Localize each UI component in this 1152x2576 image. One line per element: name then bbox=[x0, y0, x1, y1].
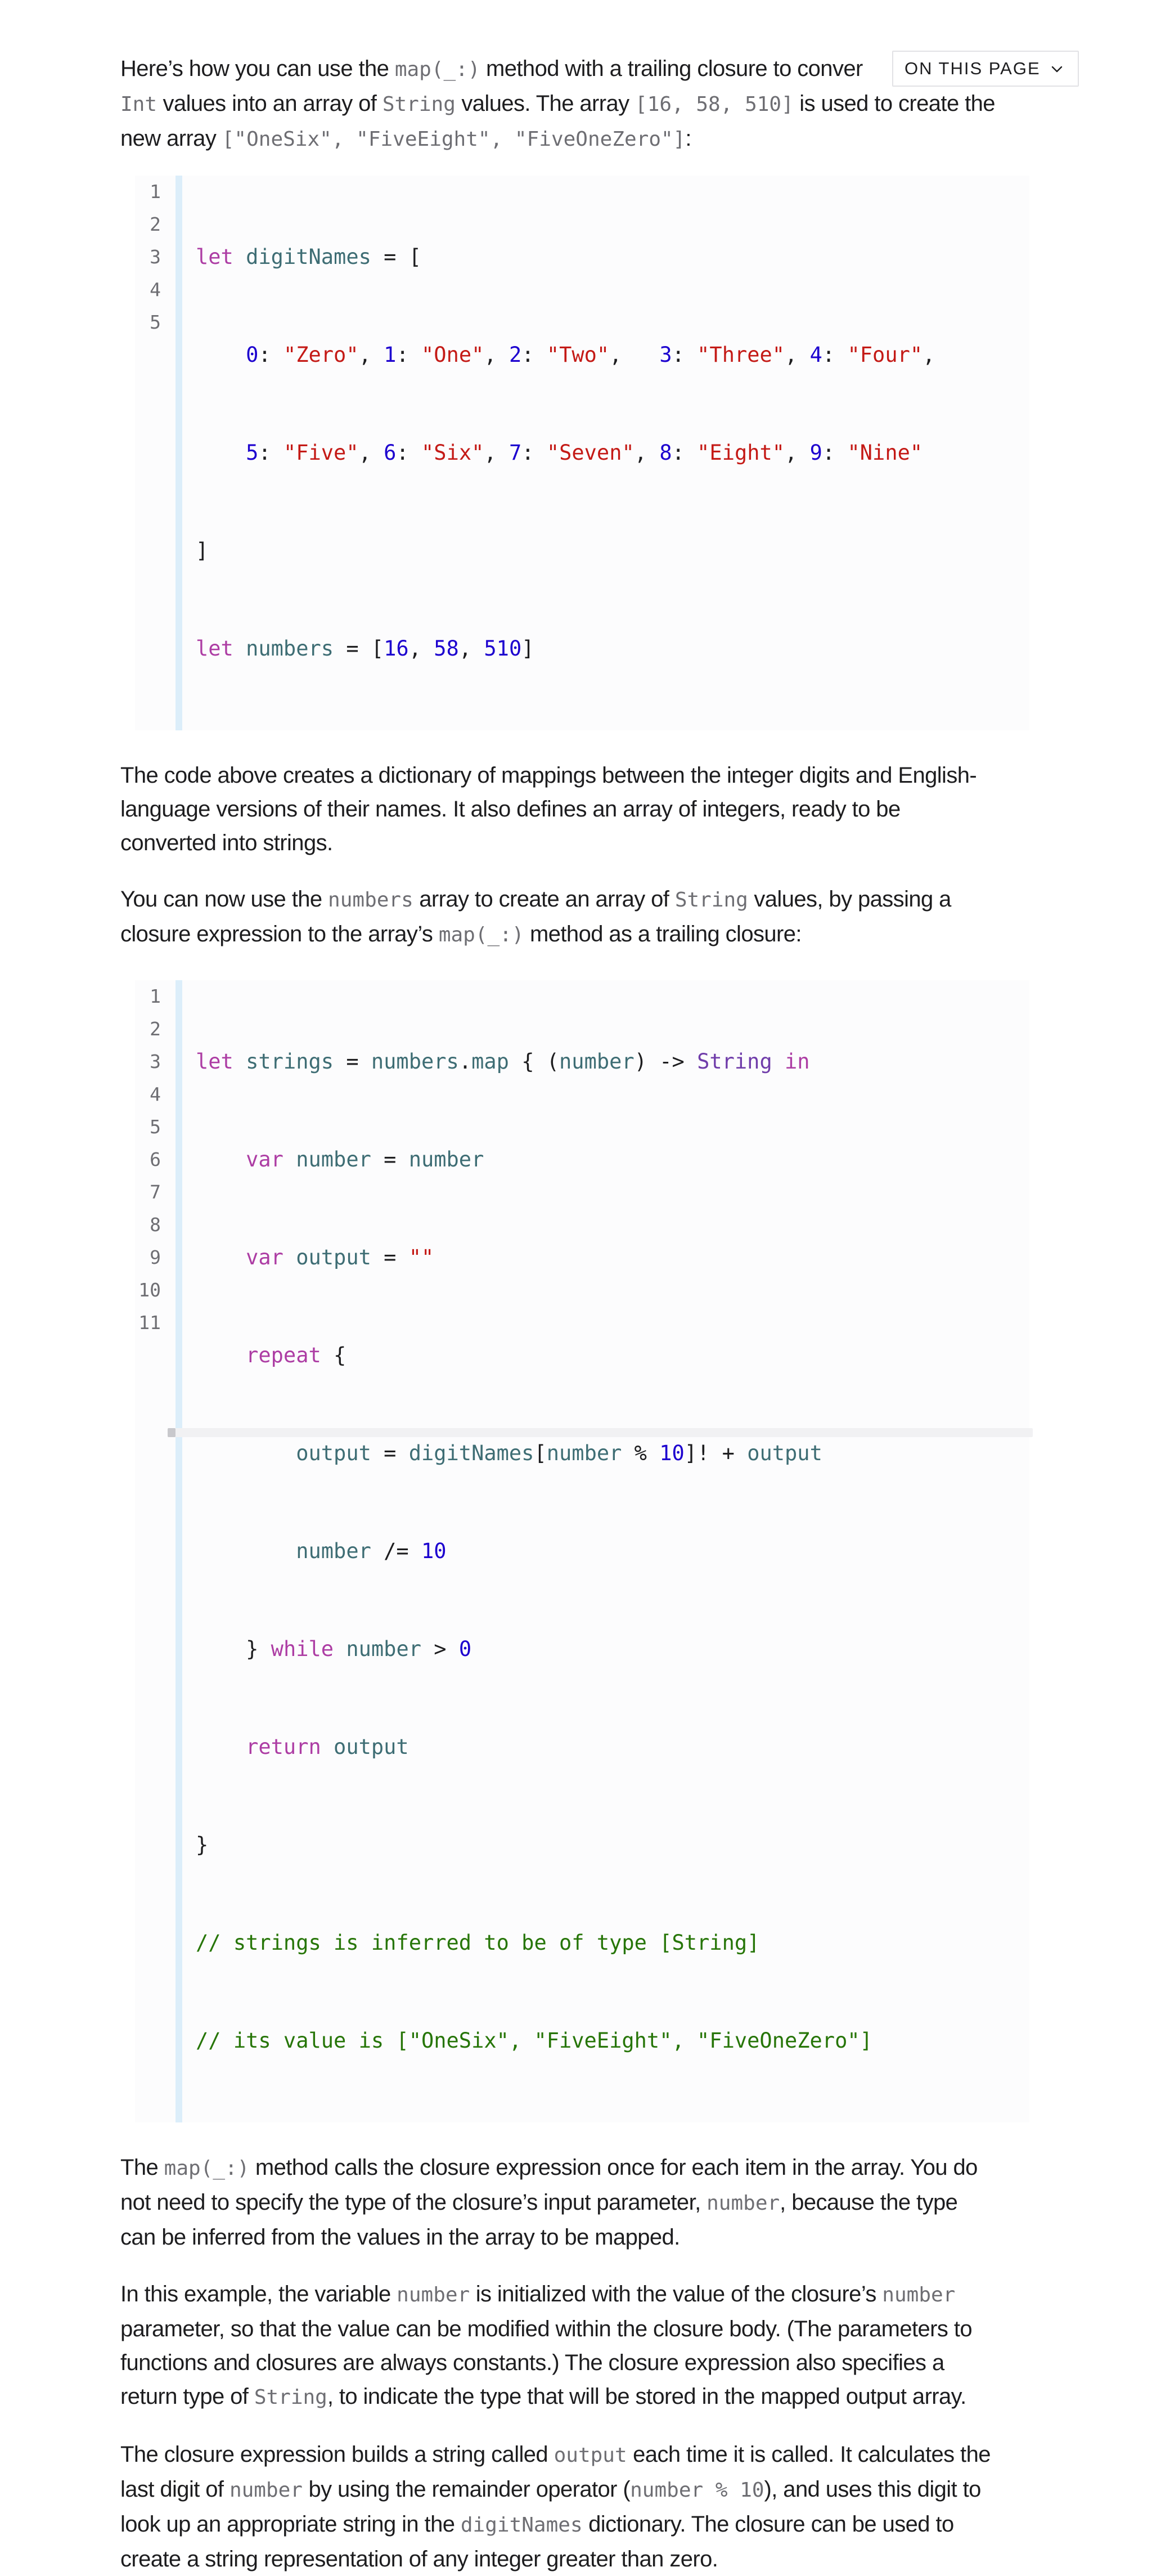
inline-code: digitNames bbox=[460, 2514, 583, 2537]
inline-code: map(_:) bbox=[438, 923, 524, 946]
line-number: 10 bbox=[138, 1279, 161, 1301]
intro-paragraph: Here’s how you can use the map(_:) method with a trailing closure to conver Int values into an array of String values. The array [16, 58, 510] is used to create the new array ["OneSix", "FiveEight", "FiveOneZero"]: bbox=[120, 56, 995, 151]
line-number: 5 bbox=[150, 311, 161, 333]
line-number: 4 bbox=[150, 279, 161, 300]
line-number: 3 bbox=[150, 246, 161, 268]
code-gutter-bar bbox=[176, 176, 182, 730]
code-listing-digit-names[interactable] bbox=[135, 176, 1029, 730]
article-content bbox=[120, 52, 1043, 2576]
code-line: } bbox=[196, 1833, 209, 1857]
chevron-down-icon bbox=[1048, 61, 1065, 78]
line-number: 5 bbox=[150, 1116, 161, 1138]
inline-code: map(_:) bbox=[394, 58, 480, 81]
code-line: return output bbox=[246, 1735, 409, 1759]
on-this-page-dropdown[interactable] bbox=[892, 51, 1079, 87]
inline-code: output bbox=[554, 2444, 627, 2467]
code-line: var output = "" bbox=[246, 1245, 434, 1269]
line-number: 2 bbox=[150, 1018, 161, 1040]
inline-code: number bbox=[229, 2479, 303, 2502]
horizontal-scrollbar[interactable] bbox=[168, 1428, 1033, 1437]
code-line: // strings is inferred to be of type [String] bbox=[196, 1931, 760, 1955]
inline-code: number bbox=[397, 2283, 470, 2306]
on-this-page-label: ON THIS PAGE bbox=[904, 59, 1041, 78]
explanation-paragraph: The code above creates a dictionary of mappings between the integer digits and English- language versions of their names. It also defines an array of integers, ready to be converted into strings. bbox=[120, 763, 977, 855]
line-number: 6 bbox=[150, 1148, 161, 1170]
line-number: 11 bbox=[138, 1312, 161, 1334]
code-gutter-bar bbox=[176, 980, 182, 2122]
inline-code: Int bbox=[120, 93, 158, 116]
map-explanation-paragraph: The map(_:) method calls the closure expression once for each item in the array. You do not need to specify the type of the closure’s input parameter, number, because the type can be inferred from the values in the array to be mapped. bbox=[120, 2155, 978, 2250]
code-line: ] bbox=[196, 538, 209, 563]
inline-code: ["OneSix", "FiveEight", "FiveOneZero"] bbox=[222, 128, 686, 151]
line-numbers bbox=[135, 980, 176, 2122]
line-number: 2 bbox=[150, 213, 161, 235]
code-body[interactable] bbox=[182, 980, 872, 2122]
inline-code: map(_:) bbox=[164, 2157, 250, 2180]
line-numbers bbox=[135, 176, 176, 730]
code-line: number /= 10 bbox=[296, 1539, 447, 1563]
code-line: let numbers = [16, 58, 510] bbox=[196, 636, 534, 661]
code-line: let digitNames = [ bbox=[196, 245, 421, 269]
line-number: 9 bbox=[150, 1246, 161, 1268]
inline-code: number bbox=[882, 2283, 956, 2306]
line-number: 3 bbox=[150, 1051, 161, 1072]
scrollbar-thumb[interactable] bbox=[168, 1428, 176, 1437]
code-line: } while number > 0 bbox=[246, 1637, 472, 1661]
code-line: var number = number bbox=[246, 1147, 484, 1172]
line-number: 7 bbox=[150, 1181, 161, 1203]
output-explanation-paragraph: The closure expression builds a string called output each time it is called. It calculates the last digit of number by using the remainder operator (number % 10), and uses this digit to look up an appropriate string in the digitNames dictionary. The closure can be used to create a string representation of any integer greater than zero. bbox=[120, 2442, 991, 2571]
code-body[interactable] bbox=[182, 176, 935, 730]
code-line: // its value is ["OneSix", "FiveEight", "FiveOneZero"] bbox=[196, 2029, 872, 2053]
line-number: 1 bbox=[150, 985, 161, 1007]
inline-code: number % 10 bbox=[630, 2479, 764, 2502]
line-number: 1 bbox=[150, 181, 161, 203]
inline-code: numbers bbox=[328, 888, 413, 912]
line-number: 4 bbox=[150, 1083, 161, 1105]
code-line: repeat { bbox=[246, 1343, 346, 1367]
inline-code: String bbox=[674, 888, 748, 912]
code-listing-map-closure[interactable] bbox=[135, 980, 1029, 2122]
inline-code: String bbox=[254, 2386, 327, 2409]
inline-code: [16, 58, 510] bbox=[635, 93, 794, 116]
inline-code: String bbox=[382, 93, 456, 116]
code-line: output = digitNames[number % 10]! + output bbox=[296, 1441, 822, 1465]
code-line: 0: "Zero", 1: "One", 2: "Two", 3: "Three", 4: "Four", bbox=[246, 343, 935, 367]
variable-explanation-paragraph: In this example, the variable number is initialized with the value of the closure’s number parameter, so that the value can be modified within the closure body. (The parameters to functions and closures are always constants.) The closure expression also specifies a return type of String, to indicate the type that will be stored in the mapped output array. bbox=[120, 2282, 972, 2409]
inline-code: number bbox=[706, 2192, 780, 2215]
code-line: 5: "Five", 6: "Six", 7: "Seven", 8: "Eight", 9: "Nine" bbox=[246, 441, 923, 465]
line-number: 8 bbox=[150, 1214, 161, 1236]
usage-paragraph: You can now use the numbers array to create an array of String values, by passing a closure expression to the array’s map(_:) method as a trailing closure: bbox=[120, 887, 951, 946]
code-line: let strings = numbers.map { (number) -> String in bbox=[196, 1049, 810, 1074]
